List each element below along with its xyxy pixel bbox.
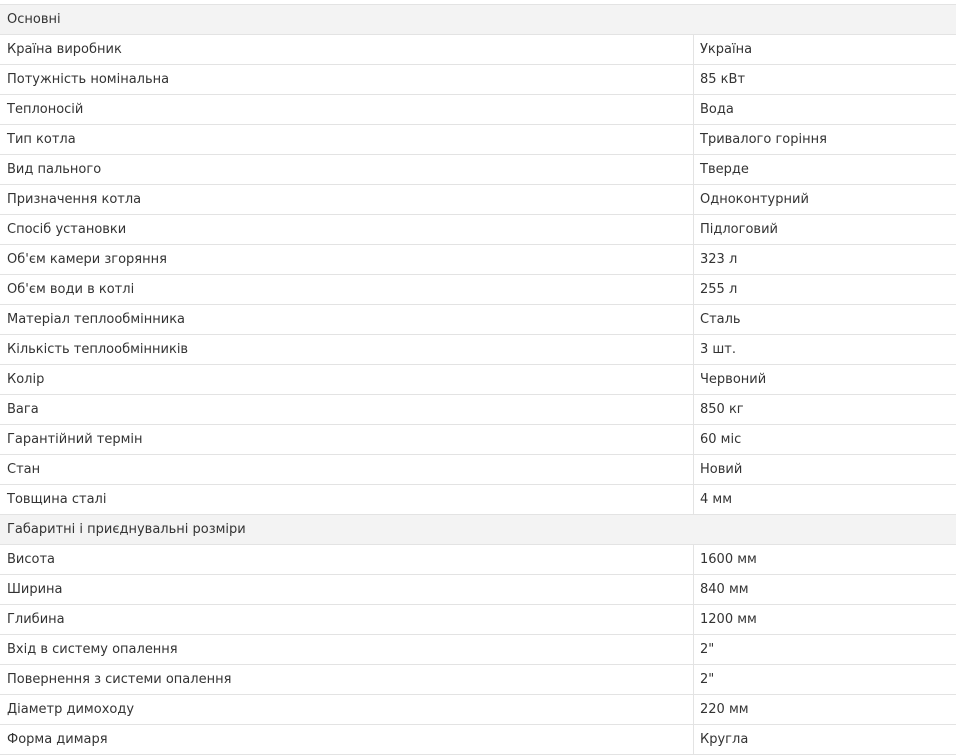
- table-row: [0, 485, 956, 515]
- table-row: [0, 635, 956, 665]
- spec-name: Вага: [0, 395, 694, 424]
- spec-value: Червоний: [700, 372, 767, 387]
- spec-name: Форма димаря: [0, 725, 694, 754]
- table-row: [0, 185, 956, 215]
- spec-value: 4 мм: [700, 492, 733, 507]
- spec-name: Країна виробник: [0, 35, 694, 64]
- spec-name: Потужність номінальна: [0, 65, 694, 94]
- table-row: [0, 215, 956, 245]
- table-row: [0, 425, 956, 455]
- table-row: [0, 545, 956, 575]
- specifications-table: [0, 4, 956, 755]
- spec-name: Діаметр димоходу: [0, 695, 694, 724]
- spec-name: Вид пального: [0, 155, 694, 184]
- section-header-main: [0, 5, 956, 35]
- table-row: [0, 275, 956, 305]
- spec-name: Колір: [0, 365, 694, 394]
- spec-name: Призначення котла: [0, 185, 694, 214]
- spec-name: Спосіб установки: [0, 215, 694, 244]
- table-row: [0, 245, 956, 275]
- spec-value: 2": [700, 642, 715, 657]
- spec-name: Повернення з системи опалення: [0, 665, 694, 694]
- table-row: [0, 365, 956, 395]
- spec-name: Товщина сталі: [0, 485, 694, 514]
- table-row: [0, 395, 956, 425]
- spec-name: Об'єм камери згоряння: [0, 245, 694, 274]
- spec-value: Тривалого горіння: [700, 132, 827, 147]
- table-row: [0, 125, 956, 155]
- section-header-dimensions: [0, 515, 956, 545]
- spec-value: Тверде: [700, 162, 749, 177]
- section-title: Основні: [7, 12, 61, 27]
- table-row: [0, 575, 956, 605]
- spec-value: 2": [700, 672, 715, 687]
- spec-value: Україна: [700, 42, 753, 57]
- table-row: [0, 305, 956, 335]
- spec-name: Висота: [0, 545, 694, 574]
- table-row: [0, 335, 956, 365]
- spec-value: 255 л: [700, 282, 738, 297]
- table-row: [0, 155, 956, 185]
- spec-name: Глибина: [0, 605, 694, 634]
- table-row: [0, 665, 956, 695]
- spec-value: 1200 мм: [700, 612, 757, 627]
- table-row: [0, 605, 956, 635]
- spec-value: 840 мм: [700, 582, 749, 597]
- table-row: [0, 455, 956, 485]
- table-row: [0, 65, 956, 95]
- spec-value: 850 кг: [700, 402, 744, 417]
- spec-name: Об'єм води в котлі: [0, 275, 694, 304]
- spec-value: 220 мм: [700, 702, 749, 717]
- spec-name: Тип котла: [0, 125, 694, 154]
- table-row: [0, 695, 956, 725]
- spec-name: Гарантійний термін: [0, 425, 694, 454]
- spec-value: Сталь: [700, 312, 741, 327]
- spec-value: Підлоговий: [700, 222, 778, 237]
- spec-name: Кількість теплообмінників: [0, 335, 694, 364]
- spec-name: Теплоносій: [0, 95, 694, 124]
- spec-name: Матеріал теплообмінника: [0, 305, 694, 334]
- table-row: [0, 35, 956, 65]
- section-title: Габаритні і приєднувальні розміри: [7, 522, 246, 537]
- spec-value: 60 міс: [700, 432, 742, 447]
- spec-value: Одноконтурний: [700, 192, 809, 207]
- spec-value: Вода: [700, 102, 734, 117]
- table-row: [0, 95, 956, 125]
- spec-value: 1600 мм: [700, 552, 757, 567]
- spec-value: 85 кВт: [700, 72, 746, 87]
- spec-value: 323 л: [700, 252, 738, 267]
- spec-value: Кругла: [700, 732, 749, 747]
- spec-name: Стан: [0, 455, 694, 484]
- spec-value: Новий: [700, 462, 743, 477]
- spec-name: Вхід в систему опалення: [0, 635, 694, 664]
- spec-value: 3 шт.: [700, 342, 737, 357]
- spec-name: Ширина: [0, 575, 694, 604]
